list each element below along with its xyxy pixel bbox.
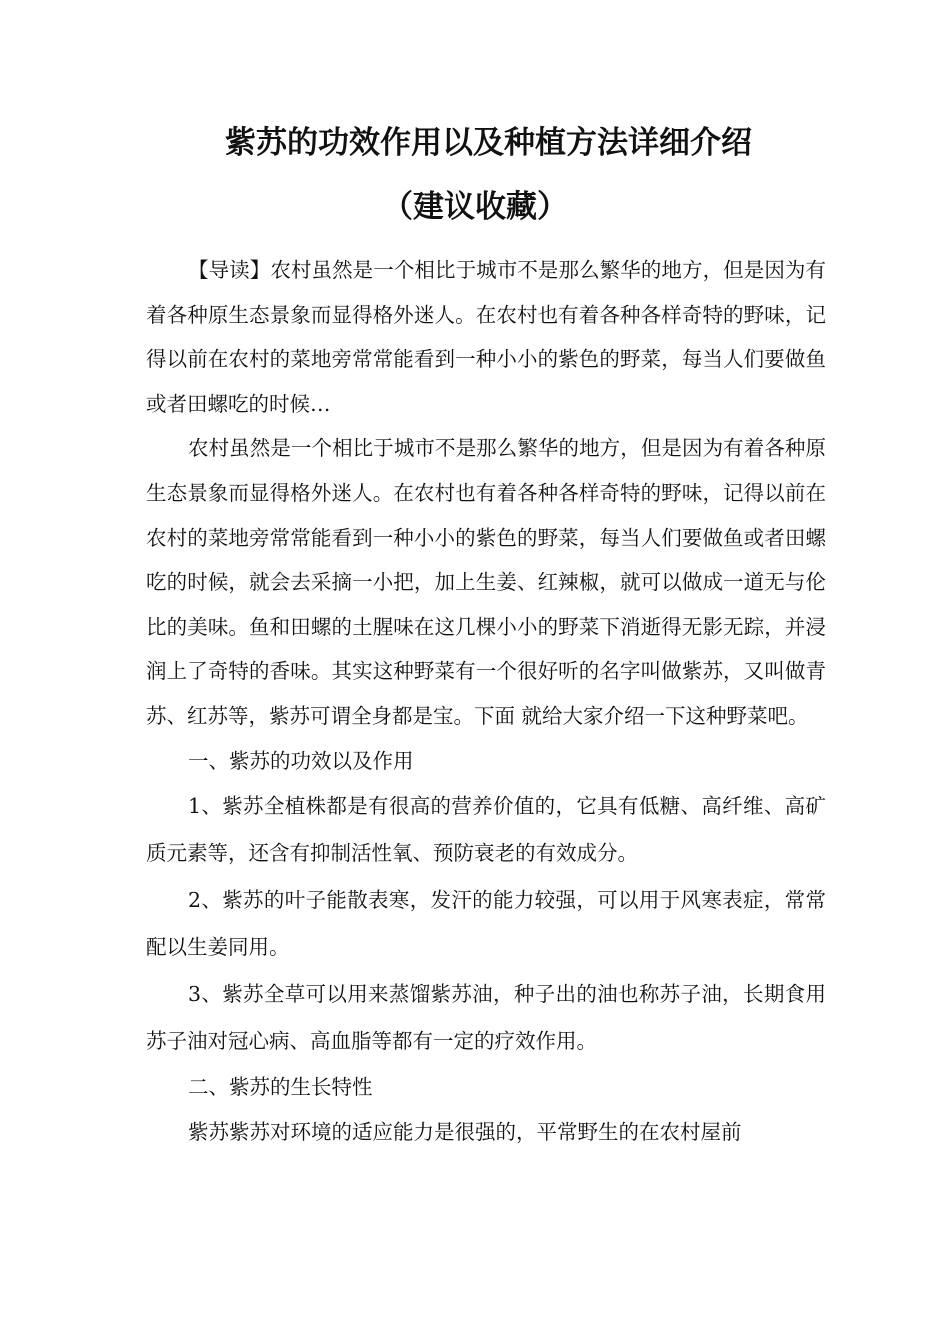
list-item-3: 3、紫苏全草可以用来蒸馏紫苏油，种子出的油也称苏子油，长期食用苏子油对冠心病、高血脂等都有一定的疗效作用。	[146, 982, 826, 1054]
section-heading-1: 一、紫苏的功效以及作用	[188, 748, 414, 773]
section-heading-2: 二、紫苏的生长特性	[188, 1075, 373, 1100]
body-paragraph: 农村虽然是一个相比于城市不是那么繁华的地方，但是因为有着各种原生态景象而显得格外迷人。在农村也有着各种各样奇特的野味，记得以前在农村的菜地旁常常能看到一种小小的紫色的野菜，每当人们要做鱼或者田螺吃的时候，就会去采摘一小把，加上生姜、红辣椒，就可以做成一道无与伦比的美味。鱼和田螺的土腥味在这几棵小小的野菜下消逝得无影无踪，并浸润上了奇特的香味。其实这种野菜有一个很好听的名字叫做紫苏，又叫做青苏、红苏等，紫苏可谓全身都是宝。下面 就给大家介绍一下这种野菜吧。	[146, 436, 826, 728]
list-item-2: 2、紫苏的叶子能散表寒，发汗的能力较强，可以用于风寒表症，常常配以生姜同用。	[146, 888, 826, 960]
document-subtitle: （建议收藏）	[382, 189, 568, 225]
intro-paragraph: 【导读】农村虽然是一个相比于城市不是那么繁华的地方，但是因为有着各种原生态景象而显得格外迷人。在农村也有着各种各样奇特的野味，记得以前在农村的菜地旁常常能看到一种小小的紫色的野菜，每当人们要做鱼或者田螺吃的时候…	[146, 258, 826, 416]
list-item-1: 1、紫苏全植株都是有很高的营养价值的，它具有低糖、高纤维、高矿质元素等，还含有抑制活性氧、预防衰老的有效成分。	[146, 794, 826, 866]
document-body	[146, 248, 826, 1154]
document-title: 紫苏的功效作用以及种植方法详细介绍	[225, 125, 752, 161]
body-paragraph-2: 紫苏紫苏对环境的适应能力是很强的，平常野生的在农村屋前	[188, 1119, 742, 1144]
